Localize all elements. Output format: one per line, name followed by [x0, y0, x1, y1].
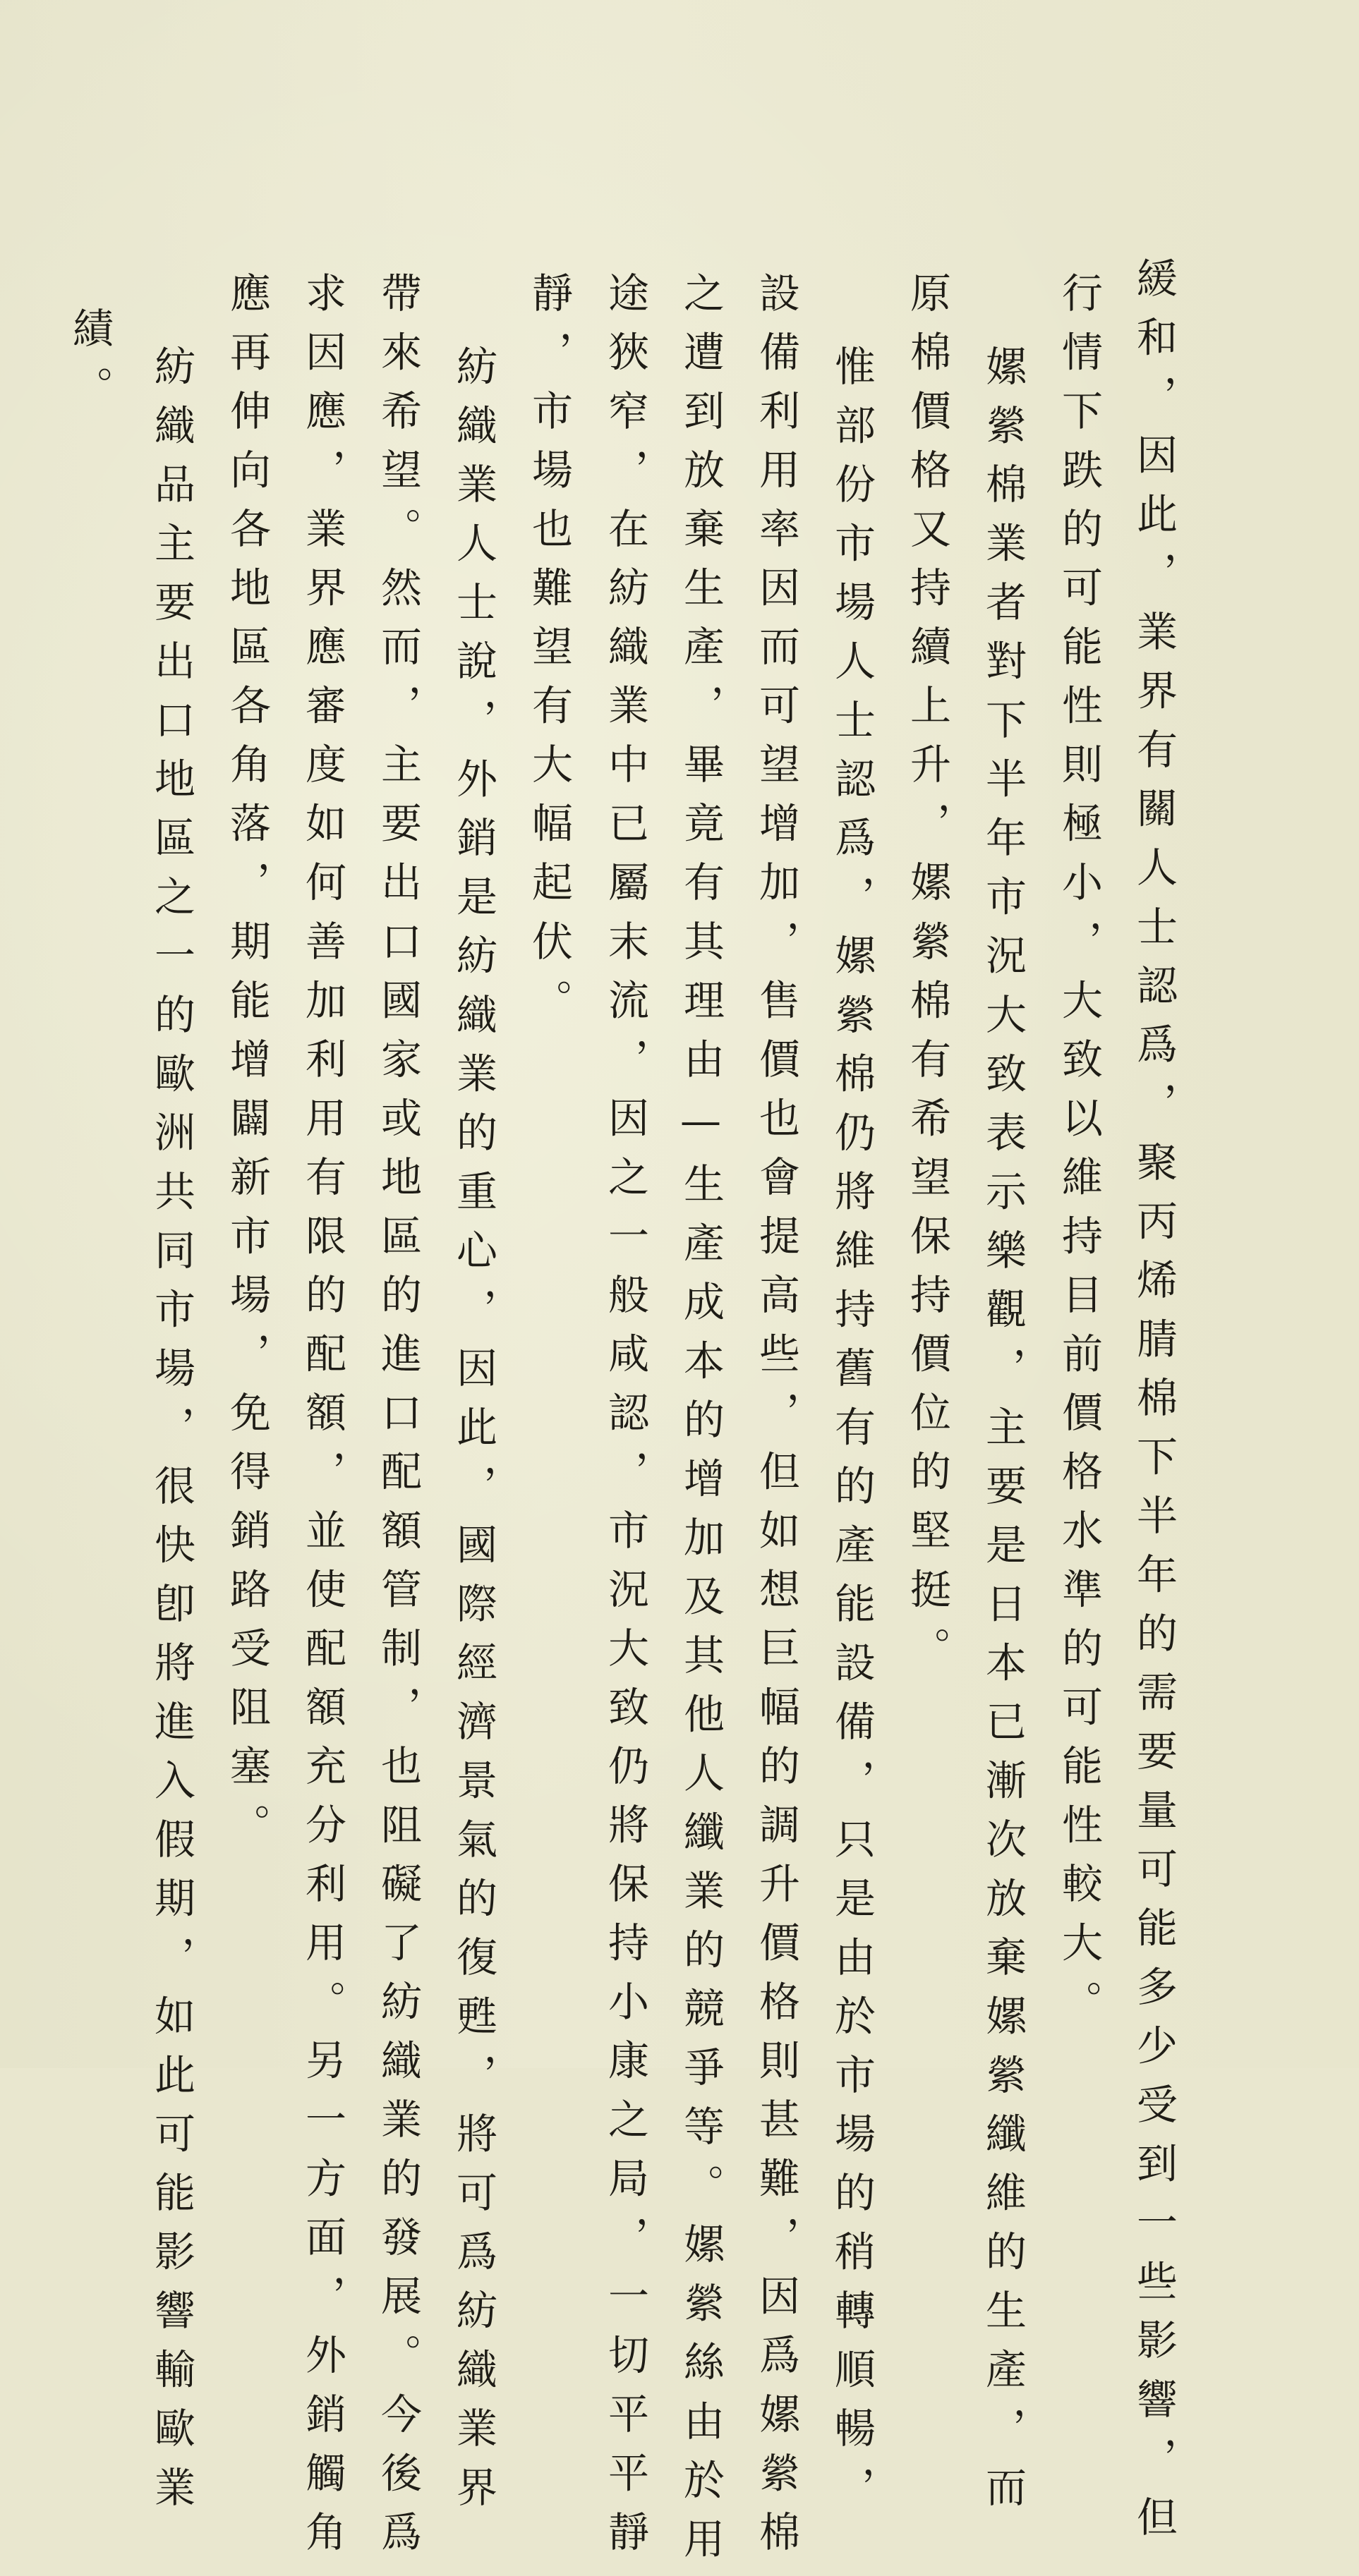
text-column-3: 嫘縈棉業者對下半年市況大致表示樂觀，主要是日本已漸次放棄嫘縈纖維的生產，而	[979, 345, 1027, 2525]
text-column-5: 惟部份市場人士認爲，嫘縈棉仍將維持舊有的產能設備，只是由於市場的稍轉順暢，	[828, 345, 876, 2525]
text-column-15: 績。	[66, 307, 114, 425]
text-column-4: 原棉價格又持續上升，嫘縈棉有希望保持價位的堅挺。	[903, 272, 951, 1686]
text-column-1: 緩和，因此，業界有關人士認爲，聚丙烯腈棉下半年的需要量可能多少受到一些影響，但	[1130, 257, 1178, 2555]
text-column-7: 之遭到放棄生產，畢竟有其理由—生產成本的增加及其他人纖業的競爭等。嫘縈絲由於用	[677, 272, 725, 2576]
text-column-12: 求因應，業界應審度如何善加利用有限的配額，並使配額充分利用。另一方面，外銷觸角	[298, 272, 346, 2570]
text-column-14: 紡織品主要出口地區之一的歐洲共同市場，很快卽將進入假期，如此可能影響輸歐業	[147, 345, 195, 2525]
text-column-8: 途狹窄，在紡織業中已屬末流，因之一般咸認，市況大致仍將保持小康之局，一切平平靜	[601, 272, 649, 2570]
text-column-9: 靜，市場也難望有大幅起伏。	[525, 272, 573, 1038]
text-column-6: 設備利用率因而可望增加，售價也會提高些，但如想巨幅的調升價格則甚難，因爲嫘縈棉	[752, 272, 800, 2570]
text-column-10: 紡織業人士說，外銷是紡織業的重心，因此，國際經濟景氣的復甦，將可爲紡織業界	[449, 345, 497, 2525]
text-column-2: 行情下跌的可能性則極小，大致以維持目前價格水準的可能性較大。	[1055, 272, 1103, 2039]
text-column-11: 帶來希望。然而，主要出口國家或地區的進口配額管制，也阻礙了紡織業的發展。今後爲	[374, 272, 422, 2570]
text-column-13: 應再伸向各地區各角落，期能增闢新市場，免得銷路受阻塞。	[223, 272, 271, 1863]
